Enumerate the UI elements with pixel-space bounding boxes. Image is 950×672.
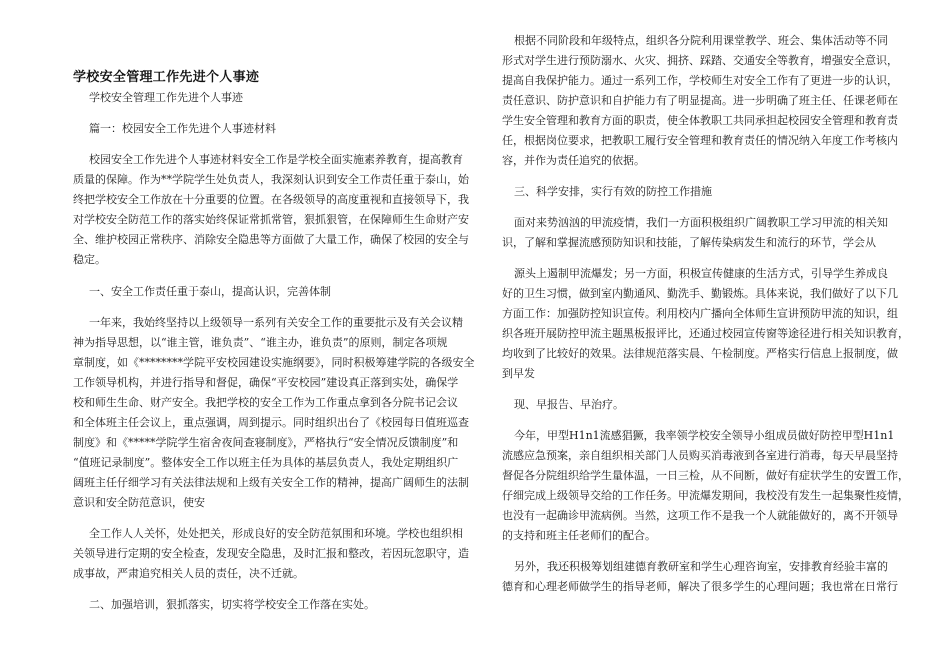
paragraph-line: 任，根据岗位要求，把教职工履行安全管理和教育责任的情况纳入年度工作考核内 bbox=[502, 134, 898, 147]
paragraph-line: 仔细完成上级领导交给的工作任务。甲流爆发期间，我校没有发生一起集聚性疫情， bbox=[502, 489, 909, 502]
paragraph-line: 面对来势汹汹的甲流疫情，我们一方面积极组织广阔教职工学习甲流的相关知 bbox=[514, 216, 888, 229]
subtitle-line: 学校安全管理工作先进个人事迹 bbox=[89, 91, 243, 104]
paragraph-line: 的支持和班主任老师们的配合。 bbox=[502, 529, 656, 542]
paragraph-line: 今年，甲型H1n1流感猖獗，我率领学校安全领导小组成员做好防控甲型H1n1 bbox=[514, 429, 895, 442]
paragraph-line: 责任意识、防护意识和自护能力有了明显提高。进一步明确了班主任、任课老师在 bbox=[502, 94, 898, 107]
paragraph-line: 德育和心理老师做学生的指导老师，解决了很多学生的心理问题；我也常在日常行 bbox=[502, 580, 898, 593]
paragraph-line: 神为指导思想，以“谁主管，谁负责”、“谁主办，谁负责”的原则，制定各项规 bbox=[73, 336, 448, 349]
paragraph-line: 识，了解和掌握流感预防知识和技能，了解传染病发生和流行的环节，学会从 bbox=[502, 236, 876, 249]
paragraph-line: 方面工作：加强防控知识宣传。利用校内广播向全体师生宣讲预防甲流的知识，组 bbox=[502, 307, 898, 320]
section-heading: 篇一：校园安全工作先进个人事迹材料 bbox=[89, 122, 276, 135]
paragraph-line: 阔班主任仔细学习有关法律法规和上级有关安全工作的精神，提高广阔师生的法制 bbox=[73, 476, 469, 489]
paragraph-line: 稳定。 bbox=[73, 253, 106, 266]
section-heading: 一、安全工作责任重于泰山，提高认识，完善体制 bbox=[89, 285, 331, 298]
paragraph-line: 终把学校安全工作放在十分重要的位置。在各级领导的高度重视和直接领导下，我 bbox=[73, 193, 469, 206]
paragraph-line: 全工作人人关怀，处处把关，形成良好的安全防范氛围和环境。学校也组织相 bbox=[89, 527, 463, 540]
section-heading: 三、科学安排，实行有效的防控工作措施 bbox=[514, 185, 712, 198]
paragraph-line: 工作领导机构，并进行指导和督促，确保“平安校园”建设真正落到实处，确保学 bbox=[73, 376, 459, 389]
paragraph-line: 也没有一起确诊甲流病例。当然，这项工作不是我一个人就能做好的，离不开领导 bbox=[502, 509, 898, 522]
paragraph-line: 成事故，严肃追究相关人员的责任，决不迁就。 bbox=[73, 567, 304, 580]
paragraph-line: 源头上遏制甲流爆发；另一方面，积极宣传健康的生活方式，引导学生养成良 bbox=[514, 267, 888, 280]
paragraph-line: 形式对学生进行预防溺水、火灾、拥挤、踩踏、交通安全等教育，增强安全意识， bbox=[502, 54, 898, 67]
paragraph-line: 到早发 bbox=[502, 367, 535, 380]
paragraph-line: 质量的保障。作为**学院学生处负责人，我深刻认识到安全工作责任重于泰山，始 bbox=[73, 173, 469, 186]
paragraph-line: 关领导进行定期的安全检查，发现安全隐患，及时汇报和整改，若因玩忽职守，造 bbox=[73, 547, 469, 560]
paragraph-line: 督促各分院组织给学生量体温，一日三检，从不间断，做好有症状学生的安置工作， bbox=[502, 469, 909, 482]
paragraph-line: 一年来，我始终坚持以上级领导一系列有关安全工作的重要批示及有关会议精 bbox=[89, 316, 463, 329]
paragraph-line: 意识和安全防范意识，使安 bbox=[73, 496, 205, 509]
paragraph-line: 和全体班主任会议上，重点强调，周到提示。同时组织出台了《校园每日值班巡查 bbox=[73, 416, 469, 429]
paragraph-line: 根据不同阶段和年级特点，组织各分院利用课堂教学、班会、集体活动等不同 bbox=[514, 34, 888, 47]
section-heading: 二、加强培训，狠抓落实，切实将学校安全工作落在实处。 bbox=[89, 598, 375, 611]
paragraph-line: 学生安全管理和教育方面的职责，使全体教职工共同承担起校园安全管理和教育责 bbox=[502, 114, 898, 127]
paragraph-line: 均收到了比较好的效果。法律规范落实晨、午检制度。严格实行信息上报制度，做 bbox=[502, 347, 898, 360]
paragraph-line: 织各班开展防控甲流主题黑板报评比，还通过校园宣传窗等途径进行相关知识教育， bbox=[502, 327, 909, 340]
paragraph-line: 容，并作为责任追究的依据。 bbox=[502, 154, 645, 167]
paragraph-line: 对学校安全防范工作的落实始终保证常抓常管，狠抓狠管，在保障师生生命财产安 bbox=[73, 213, 469, 226]
paragraph-line: 现、早报告、早治疗。 bbox=[514, 398, 624, 411]
paragraph-line: 校和师生生命、财产安全。我把学校的安全工作为工作重点拿到各分院书记会议 bbox=[73, 396, 458, 409]
paragraph-line: 制度》和《*****学院学生宿舍夜间查寝制度》，严格执行“安全情况反馈制度”和 bbox=[73, 436, 459, 449]
paragraph-line: 章制度，如《********学院平安校园建设实施纲要》，同时积极筹建学院的各级安全 bbox=[73, 356, 475, 369]
paragraph-line: 好的卫生习惯，做到室内勤通风、勤洗手、勤锻炼。具体来说，我们做好了以下几 bbox=[502, 287, 898, 300]
paragraph-line: 流感应急预案，亲自组织相关部门人员购买消毒液到各室进行消毒，每天早晨坚持 bbox=[502, 449, 898, 462]
paragraph-line: 校园安全工作先进个人事迹材料安全工作是学校全面实施素养教育，提高教育 bbox=[89, 153, 463, 166]
paragraph-line: 全、维护校园正常秩序、消除安全隐患等方面做了大量工作，确保了校园的安全与 bbox=[73, 233, 469, 246]
paragraph-line: “值班记录制度”。整体安全工作以班主任为具体的基层负责人，我处定期组织广 bbox=[73, 456, 459, 469]
paragraph-line: 提高自我保护能力。通过一系列工作，学校师生对安全工作有了更进一步的认识， bbox=[502, 74, 898, 87]
document-title: 学校安全管理工作先进个人事迹 bbox=[73, 70, 260, 85]
paragraph-line: 另外，我还积极筹划组建德育教研室和学生心理咨询室，安排教育经验丰富的 bbox=[514, 560, 888, 573]
